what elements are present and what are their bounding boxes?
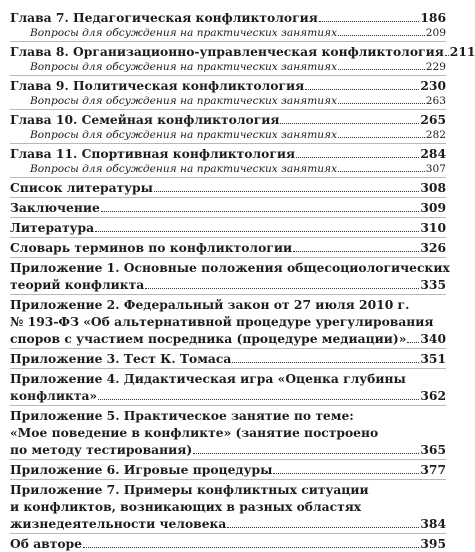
separator-line [10, 405, 446, 406]
separator-line [10, 217, 446, 218]
entry-title-line: жизнедеятельности человека [10, 516, 227, 531]
separator-line [10, 109, 446, 110]
entry-title: Литература [10, 220, 95, 235]
toc-entry-literature[interactable] [10, 219, 446, 236]
leader-dots [407, 331, 419, 343]
entry-title: Приложение 3. Тест К. Томаса [10, 351, 232, 366]
leader-dots [338, 128, 425, 138]
leader-dots [445, 44, 449, 56]
subentry-title: Вопросы для обсуждения на практических занятиях [30, 129, 338, 141]
entry-title-line: «Мое поведение в конфликте» (занятие построено [10, 425, 379, 440]
page-number: 335 [420, 277, 446, 292]
entry-title: Список литературы [10, 180, 153, 195]
toc-entry-conclusion[interactable] [10, 199, 446, 216]
subentry-title: Вопросы для обсуждения на практических занятиях [30, 95, 338, 107]
toc-entry-chapter-9[interactable] [10, 77, 446, 108]
entry-title-line: теорий конфликта [10, 277, 145, 292]
page-number: 284 [420, 146, 446, 161]
entry-title: Словарь терминов по конфликтологии [10, 240, 293, 255]
leader-dots [273, 462, 419, 474]
page-number: 365 [420, 442, 446, 457]
subentry-title: Вопросы для обсуждения на практических занятиях [30, 61, 338, 73]
leader-dots [101, 200, 420, 212]
leader-dots [305, 78, 419, 90]
subentry-title: Вопросы для обсуждения на практических занятиях [30, 163, 338, 175]
separator-line [10, 143, 446, 144]
entry-title-line: № 193-ФЗ «Об альтернативной процедуре урегулирования [10, 314, 434, 329]
separator-line [10, 197, 446, 198]
entry-title-line: споров с участием посредника (процедуре медиации)» [10, 331, 407, 346]
toc-entry-appendix-5[interactable] [10, 407, 446, 458]
entry-title: Глава 11. Спортивная конфликтология [10, 146, 296, 161]
page-number: 310 [420, 220, 446, 235]
leader-dots [95, 220, 419, 232]
entry-title: Глава 7. Педагогическая конфликтология [10, 10, 318, 25]
separator-line [10, 75, 446, 76]
page-number: 377 [420, 462, 446, 477]
toc-entry-appendix-1[interactable] [10, 259, 450, 293]
separator-line [10, 368, 446, 369]
page-number: 326 [420, 240, 446, 255]
entry-title: Глава 10. Семейная конфликтология [10, 112, 280, 127]
entry-title-line: Приложение 2. Федеральный закон от 27 июля 2010 г. [10, 297, 410, 312]
leader-dots [83, 536, 419, 548]
separator-line [10, 479, 446, 480]
page-number: 186 [420, 10, 446, 25]
page-number: 265 [420, 112, 446, 127]
toc-entry-appendix-2[interactable] [10, 296, 446, 347]
page-number: 309 [420, 200, 446, 215]
separator-line [10, 533, 446, 534]
page-number: 282 [425, 129, 446, 141]
toc-entry-references[interactable] [10, 179, 446, 196]
leader-dots [293, 240, 419, 252]
leader-dots [296, 146, 419, 158]
separator-line [10, 237, 446, 238]
separator-line [10, 41, 446, 42]
toc-entry-chapter-10[interactable] [10, 111, 446, 142]
subentry-title: Вопросы для обсуждения на практических занятиях [30, 27, 338, 39]
entry-title: Приложение 6. Игровые процедуры [10, 462, 273, 477]
page-number: 362 [420, 388, 446, 403]
leader-dots [227, 516, 419, 528]
leader-dots [338, 162, 425, 172]
toc-subentry-questions[interactable] [10, 162, 446, 176]
entry-title-line: Приложение 7. Примеры конфликтных ситуации [10, 482, 369, 497]
page-number: 263 [425, 95, 446, 107]
page-number: 229 [425, 61, 446, 73]
leader-dots [154, 180, 419, 192]
entry-title: Об авторе [10, 536, 82, 551]
page-number: 230 [420, 78, 446, 93]
separator-line [10, 459, 446, 460]
entry-title-line: конфликта» [10, 388, 98, 403]
entry-title-line: Приложение 4. Дидактическая игра «Оценка глубины [10, 371, 406, 386]
toc-subentry-questions[interactable] [10, 60, 446, 74]
leader-dots [338, 60, 425, 70]
entry-title-line: Приложение 5. Практическое занятие по теме: [10, 408, 354, 423]
page-number: 384 [420, 516, 446, 531]
leader-dots [338, 26, 425, 36]
page-number: 351 [420, 351, 446, 366]
leader-dots [319, 10, 419, 22]
toc-entry-appendix-7[interactable] [10, 481, 446, 532]
leader-dots [338, 94, 425, 104]
entry-title-line: и конфликтов, возникающих в разных областях [10, 499, 362, 514]
toc-entry-appendix-6[interactable] [10, 461, 446, 478]
separator-line [10, 348, 446, 349]
page-number: 209 [425, 27, 446, 39]
toc-subentry-questions[interactable] [10, 94, 446, 108]
toc-subentry-questions[interactable] [10, 26, 446, 40]
entry-title-line: по методу тестирования) [10, 442, 193, 457]
toc-entry-chapter-7[interactable] [10, 9, 446, 40]
separator-line [10, 177, 446, 178]
entry-title: Заключение [10, 200, 100, 215]
page-number: 340 [420, 331, 446, 346]
page-number: 307 [425, 163, 446, 175]
leader-dots [98, 388, 419, 400]
toc-entry-appendix-3[interactable] [10, 350, 446, 367]
leader-dots [232, 351, 419, 363]
page-number: 211 [449, 44, 475, 59]
leader-dots [193, 442, 419, 454]
leader-dots [145, 277, 419, 289]
toc-entry-appendix-4[interactable] [10, 370, 446, 404]
separator-line [10, 257, 446, 258]
page-number: 395 [420, 536, 446, 551]
toc-entry-glossary[interactable] [10, 239, 446, 256]
toc-entry-chapter-8[interactable] [10, 43, 475, 74]
page-number: 308 [420, 180, 446, 195]
toc-entry-about-author[interactable] [10, 535, 446, 552]
entry-title: Глава 9. Политическая конфликтология [10, 78, 305, 93]
leader-dots [280, 112, 419, 124]
entry-title: Глава 8. Организационно-управленческая конфликтология [10, 44, 444, 59]
toc-subentry-questions[interactable] [10, 128, 446, 142]
toc-entry-chapter-11[interactable] [10, 145, 446, 176]
separator-line [10, 294, 446, 295]
entry-title-line: Приложение 1. Основные положения общесоциологических [10, 260, 450, 275]
